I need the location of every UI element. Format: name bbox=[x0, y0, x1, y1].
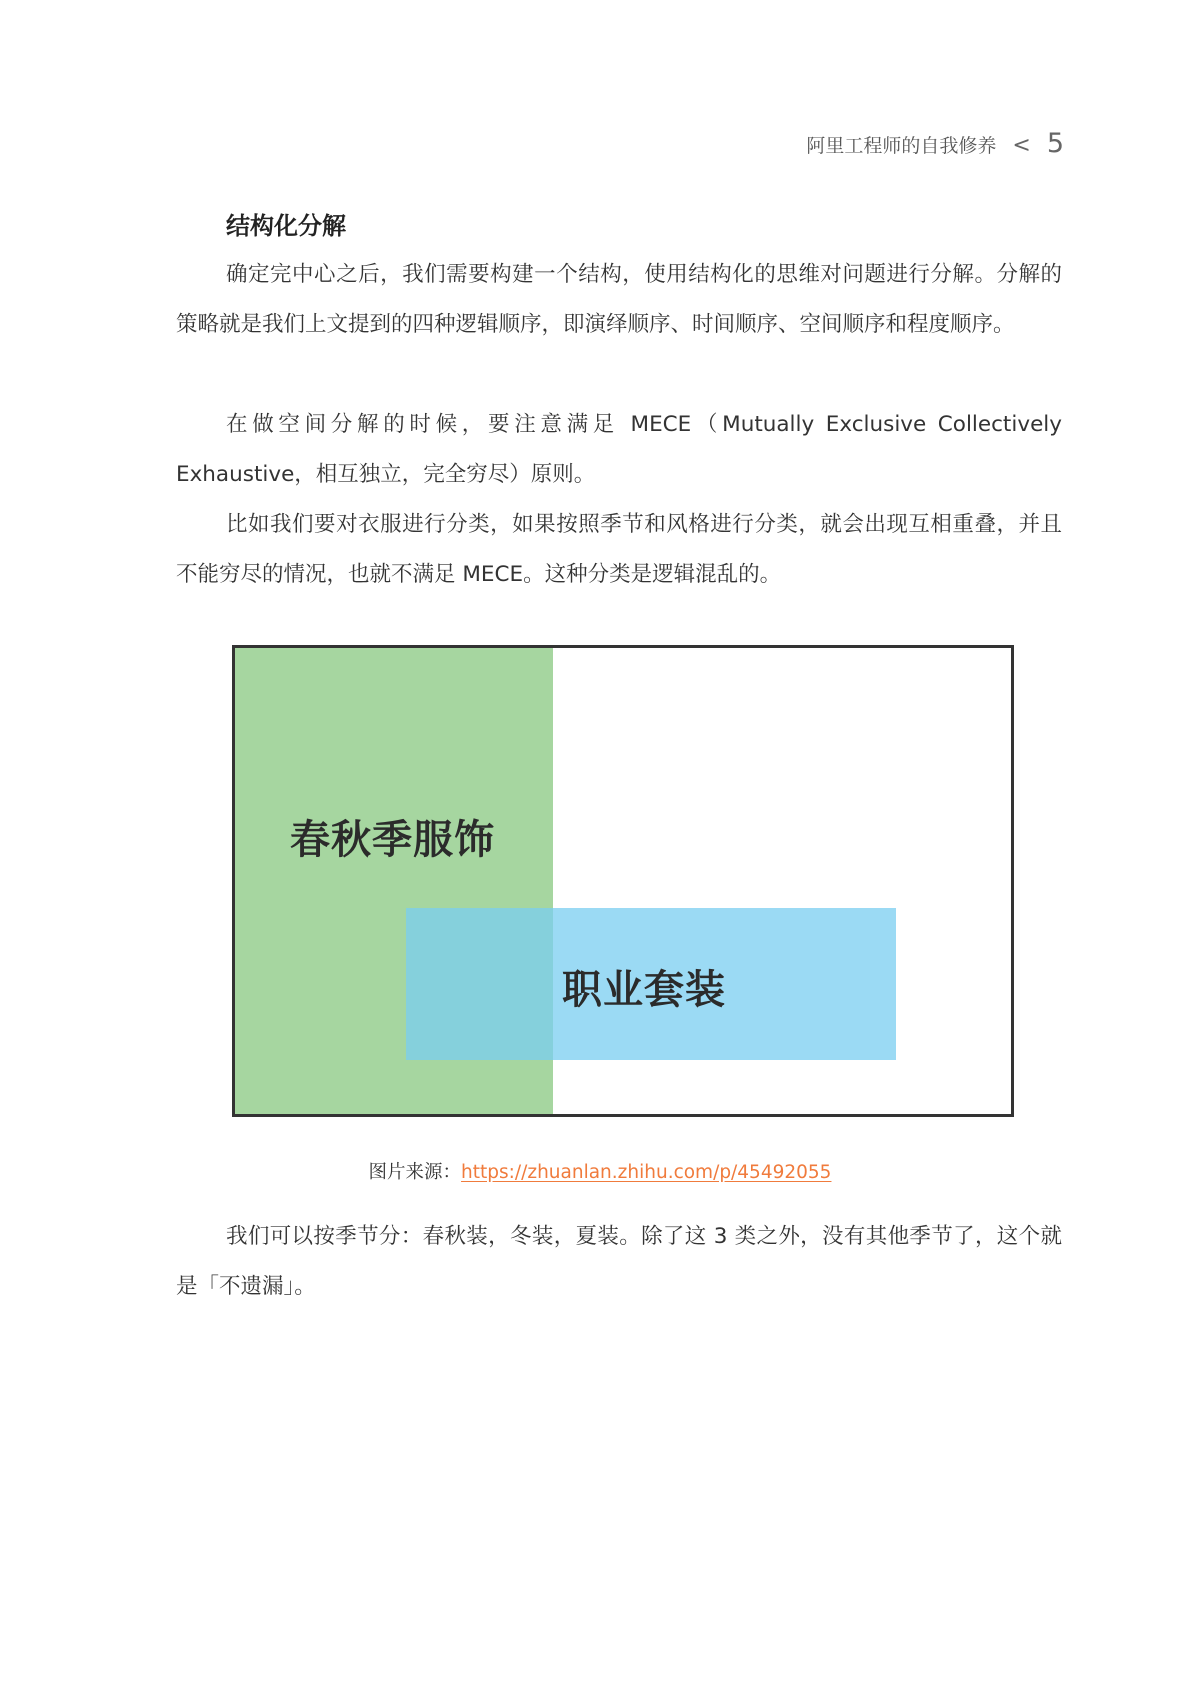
page-number: 5 bbox=[1046, 128, 1064, 159]
figure-caption bbox=[0, 1158, 1200, 1184]
spring-autumn-label: 春秋季服饰 bbox=[290, 817, 495, 863]
mece-overlap-figure bbox=[232, 645, 1014, 1117]
paragraph-4: 我们可以按季节分：春秋装，冬装，夏装。除了这 3 类之外，没有其他季节了，这个就是「不遗漏」。 bbox=[176, 1224, 1062, 1299]
book-title: 阿里工程师的自我修养 bbox=[806, 135, 997, 157]
source-link[interactable]: https://zhuanlan.zhihu.com/p/45492055 bbox=[461, 1162, 832, 1183]
paragraph-3: 比如我们要对衣服进行分类，如果按照季节和风格进行分类，就会出现互相重叠，并且不能穷尽的情况，也就不满足 MECE。这种分类是逻辑混乱的。 bbox=[176, 512, 1062, 587]
caption-prefix: 图片来源： bbox=[368, 1162, 462, 1183]
chevron-left-icon: < bbox=[1012, 133, 1031, 158]
running-header bbox=[806, 128, 1064, 159]
paragraph-2: 在做空间分解的时候，要注意满足 MECE（Mutually Exclusive Collectively Exhaustive，相互独立，完全穷尽）原则。 bbox=[176, 412, 1062, 487]
paragraph-1: 确定完中心之后，我们需要构建一个结构，使用结构化的思维对问题进行分解。分解的策略就是我们上文提到的四种逻辑顺序，即演绎顺序、时间顺序、空间顺序和程度顺序。 bbox=[176, 262, 1062, 337]
section-heading: 结构化分解 bbox=[226, 212, 346, 240]
professional-suit-label: 职业套装 bbox=[562, 967, 726, 1013]
